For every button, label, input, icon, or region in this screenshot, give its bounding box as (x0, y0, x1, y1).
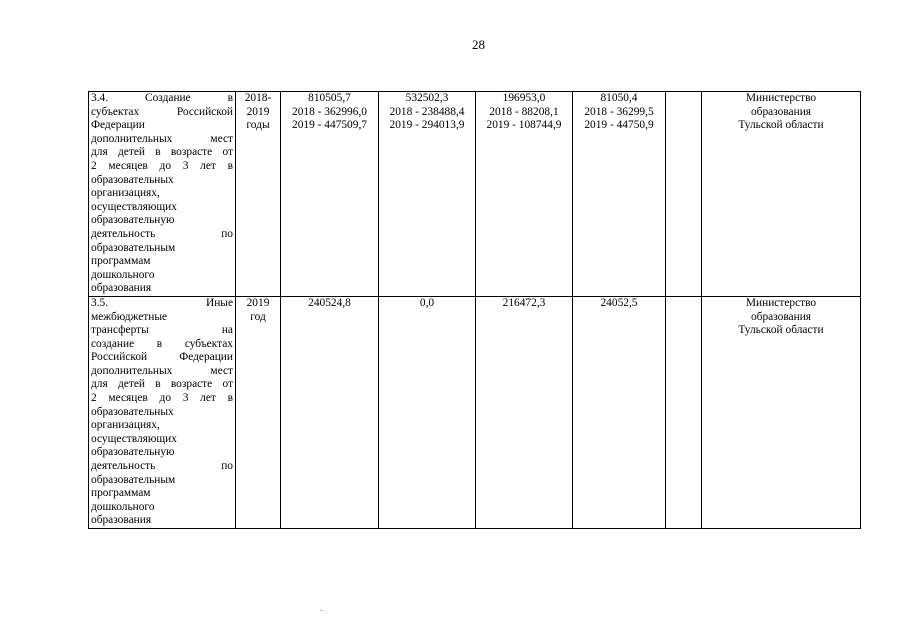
federal-value: 0,0 (419, 296, 435, 309)
local-value: 81050,4 (600, 92, 638, 104)
period-cell (236, 296, 281, 528)
description-line: организациях, (91, 419, 160, 432)
description-line: 3.4. Создание в (91, 92, 233, 104)
description-line: 2 месяцев до 3 лет в (91, 159, 233, 172)
other-sources-cell (666, 92, 702, 297)
executor-value: Министерство (745, 296, 817, 309)
description-line: образовательную (91, 214, 175, 227)
description-line: программам (91, 487, 151, 500)
description-line: образовательным (91, 241, 176, 254)
period-value: 2019 (246, 296, 270, 309)
federal-budget-cell (379, 92, 476, 297)
regional-budget-cell (476, 296, 573, 528)
period-value: 2019 (246, 105, 270, 118)
total-cell (281, 296, 379, 528)
description-line: деятельность по (91, 227, 233, 240)
description-line: 2 месяцев до 3 лет в (91, 392, 233, 405)
event-description-cell (89, 296, 236, 528)
executor-value: Тульской области (738, 119, 824, 132)
description-line: дошкольного (91, 268, 155, 281)
description-line: образовательных (91, 173, 174, 186)
description-line: дополнительных мест (91, 364, 233, 377)
description-line: осуществляющих (91, 200, 177, 213)
executor-value: образования (750, 310, 812, 323)
description-line: деятельность по (91, 460, 233, 473)
table-row (89, 296, 861, 528)
description-line: Российской Федерации (91, 351, 233, 364)
total-value: 240524,8 (308, 296, 351, 309)
description-line: образовательным (91, 473, 176, 486)
description-line: дошкольного (91, 500, 155, 513)
local-budget-cell (573, 296, 666, 528)
executor-value: Министерство (745, 92, 817, 104)
period-value: 2018- (244, 92, 272, 104)
total-value: 810505,7 (308, 92, 351, 104)
description-line: 3.5. Иные (91, 296, 233, 309)
local-value: 2019 - 44750,9 (584, 119, 654, 132)
federal-budget-cell (379, 296, 476, 528)
description-line: создание в субъектах (91, 337, 233, 350)
description-line: программам (91, 255, 151, 268)
total-cell (281, 92, 379, 297)
regional-value: 2019 - 108744,9 (486, 119, 562, 132)
local-budget-cell (573, 92, 666, 297)
event-description-cell (89, 92, 236, 297)
period-value: год (250, 310, 266, 323)
description-line: субъектах Российской (91, 105, 233, 118)
executor-cell (702, 92, 861, 297)
local-value: 2018 - 36299,5 (584, 105, 654, 118)
scan-speck (320, 610, 323, 611)
funding-table (88, 91, 861, 529)
page-number: 28 (472, 37, 485, 52)
federal-value: 2019 - 294013,9 (389, 119, 465, 132)
executor-cell (702, 296, 861, 528)
description-line: дополнительных мест (91, 132, 233, 145)
regional-value: 2018 - 88208,1 (489, 105, 559, 118)
description-line: образовательную (91, 446, 175, 459)
other-sources-cell (666, 296, 702, 528)
description-line: трансферты на (91, 324, 233, 337)
description-line: для детей в возрасте от (91, 378, 233, 391)
federal-value: 2018 - 238488,4 (389, 105, 465, 118)
description-line: межбюджетные (91, 310, 168, 323)
description-line: осуществляющих (91, 432, 177, 445)
description-line: образования (91, 514, 152, 527)
description-line: Федерации (91, 119, 145, 132)
description-line: для детей в возрасте от (91, 146, 233, 159)
table-row (89, 92, 861, 297)
total-value: 2019 - 447509,7 (292, 119, 367, 132)
table-body (89, 92, 861, 529)
federal-value: 532502,3 (405, 92, 449, 104)
regional-value: 196953,0 (502, 92, 546, 104)
regional-budget-cell (476, 92, 573, 297)
period-value: годы (246, 119, 270, 132)
description-line: организациях, (91, 187, 160, 200)
executor-value: образования (750, 105, 812, 118)
description-line: образования (91, 282, 152, 295)
total-value: 2018 - 362996,0 (292, 105, 367, 118)
local-value: 24052,5 (600, 296, 638, 309)
regional-value: 216472,3 (502, 296, 546, 309)
executor-value: Тульской области (738, 324, 824, 337)
period-cell (236, 92, 281, 297)
description-line: образовательных (91, 405, 174, 418)
